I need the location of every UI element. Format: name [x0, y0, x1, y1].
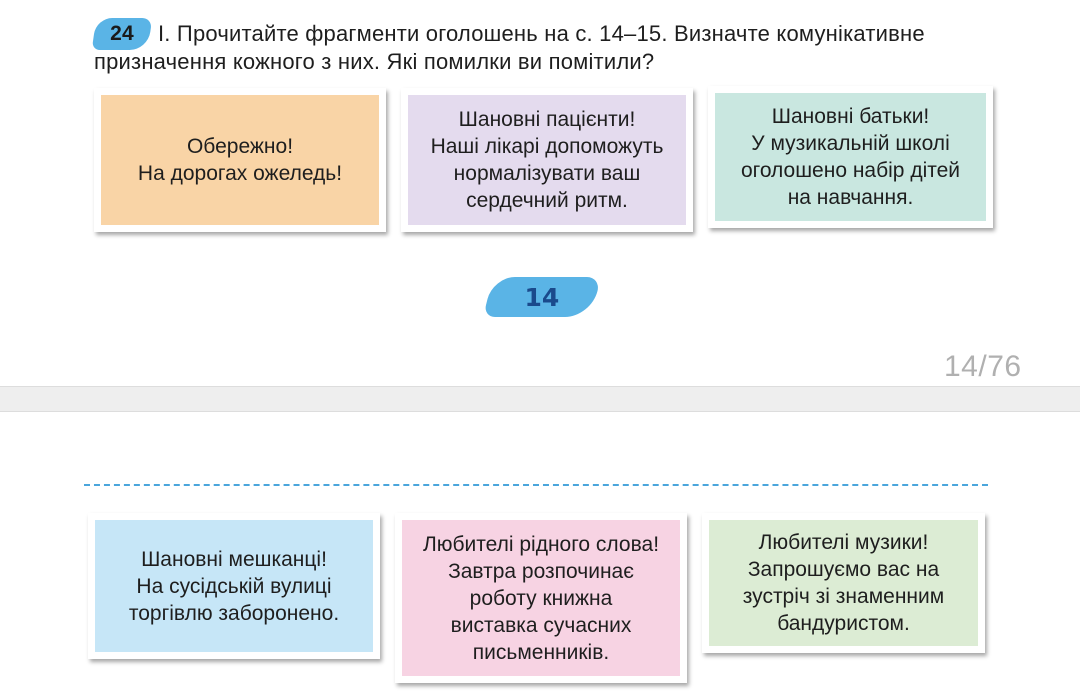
card-line: торгівлю заборонено.	[128, 601, 340, 625]
card-background	[402, 520, 680, 676]
announcement-card-6	[702, 513, 985, 653]
task-text-line-2: призначення кожного з них. Які помилки ви помітили?	[94, 49, 655, 74]
card-line: роботу книжна	[469, 586, 613, 610]
dashed-divider	[84, 484, 988, 486]
card-line: зустріч зі знаменним	[742, 585, 945, 608]
card-background	[408, 95, 686, 225]
announcement-card-2	[401, 88, 693, 232]
card-line: оголошено набір дітей	[740, 159, 961, 182]
card-line: нормалізувати ваш	[453, 162, 641, 185]
page-number-badge	[483, 277, 601, 317]
page-separator	[0, 386, 1080, 412]
card-line: Шановні батьки!	[771, 105, 930, 128]
card-line: на навчання.	[787, 186, 914, 209]
card-line: Любителі музики!	[758, 531, 929, 554]
card-background	[709, 520, 978, 646]
card-line: Наші лікарі допоможуть	[430, 135, 664, 158]
card-line: Запрошуємо вас на	[747, 558, 940, 581]
card-line: Завтра розпочинає	[448, 559, 634, 583]
card-line: Шановні мешканці!	[141, 547, 327, 571]
card-background	[715, 93, 986, 221]
task-text-line-1: I. Прочитайте фрагменти оголошень на с. 14–15. Визначте комунікативне	[158, 21, 925, 46]
card-line: У музикальній школі	[751, 132, 950, 155]
card-line: виставка сучасних	[450, 613, 632, 637]
card-background	[95, 520, 373, 652]
announcement-card-4	[88, 513, 380, 659]
card-line: письменників.	[472, 640, 610, 664]
card-line: На дорогах ожеледь!	[137, 162, 343, 185]
announcement-card-3	[708, 86, 993, 228]
task-number: 24	[110, 22, 134, 45]
page-counter: 14/76	[944, 350, 1022, 383]
card-line: Обережно!	[186, 135, 294, 158]
card-line: сердечний ритм.	[466, 189, 628, 212]
card-line: На сусідській вулиці	[136, 574, 332, 598]
task-number-badge	[92, 18, 152, 50]
card-line: Шановні пацієнти!	[458, 108, 636, 131]
announcement-card-5	[395, 513, 687, 683]
page-number: 14	[524, 283, 560, 312]
card-line: бандуристом.	[777, 612, 910, 635]
announcement-card-1	[94, 88, 386, 232]
card-line: Любителі рідного слова!	[422, 532, 660, 556]
card-background	[101, 95, 379, 225]
